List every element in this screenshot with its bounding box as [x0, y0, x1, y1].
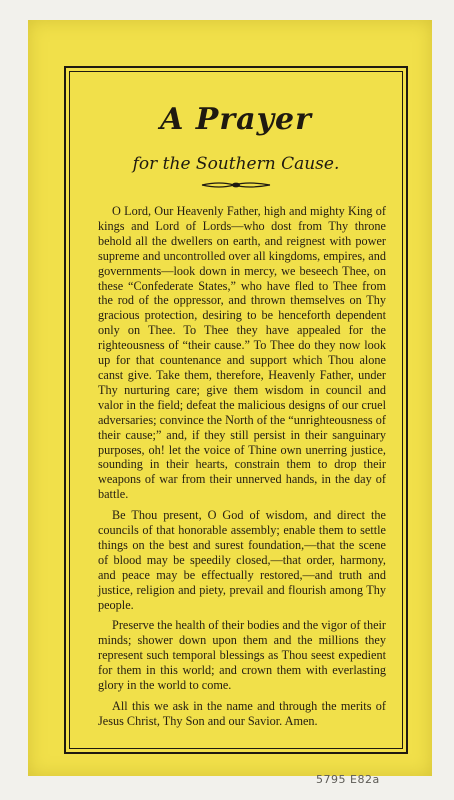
ornament-divider [200, 180, 272, 190]
broadside-sheet [28, 20, 432, 776]
paragraph: All this we ask in the name and through the merits of Jesus Christ, Thy Son and our Savior. Amen. [98, 699, 386, 728]
paragraph: Be Thou present, O God of wisdom, and direct the councils of that honorable assembly; enable them to settle things on the best and surest foundation,—that the scene of blood may be speedily closed,—that order, harmony, and peace may be effectually restored,—and truth and justice, religion and piety, prevail and flourish among Thy people. [98, 508, 386, 612]
prayer-text [98, 204, 386, 735]
paragraph: Preserve the health of their bodies and the vigor of their minds; shower down upon them and the millions they represent such temporal blessings as Thou seest expedient for them in this world; and crown them with everlasting glory in the world to come. [98, 618, 386, 693]
document-subtitle: for the Southern Cause. [132, 154, 340, 174]
inner-border [69, 71, 403, 749]
document-title: A Prayer [160, 102, 312, 137]
page-border [64, 66, 408, 754]
paragraph: O Lord, Our Heavenly Father, high and mighty King of kings and Lord of Lords—who dost from Thy throne behold all the dwellers on earth, and reignest with power supreme and uncontrolled over all kingdoms, empires, and governments—look down in mercy, we beseech Thee, on these “Confederate States,” who have fled to Thee from the rod of the oppressor, and thrown themselves on Thy gracious protection, desiring to be henceforth dependent only on Thee. To Thee they have appealed for the righteousness of “their cause.” To Thee do they now look up for that countenance and support which Thou alone canst give. Take them, therefore, Heavenly Father, under Thy nurturing care; give them wisdom in council and valor in the field; defeat the malicious designs of our cruel adversaries; convince the North of the “unrighteousness of their cause;” and, if they still persist in their sanguinary purposes, oh! let the voice of Thine own unerring justice, sounding in their hearts, constrain them to drop their weapons of war from their unnerved hands, in the day of battle. [98, 204, 386, 502]
catalog-number: 5795 E82a [316, 773, 380, 786]
